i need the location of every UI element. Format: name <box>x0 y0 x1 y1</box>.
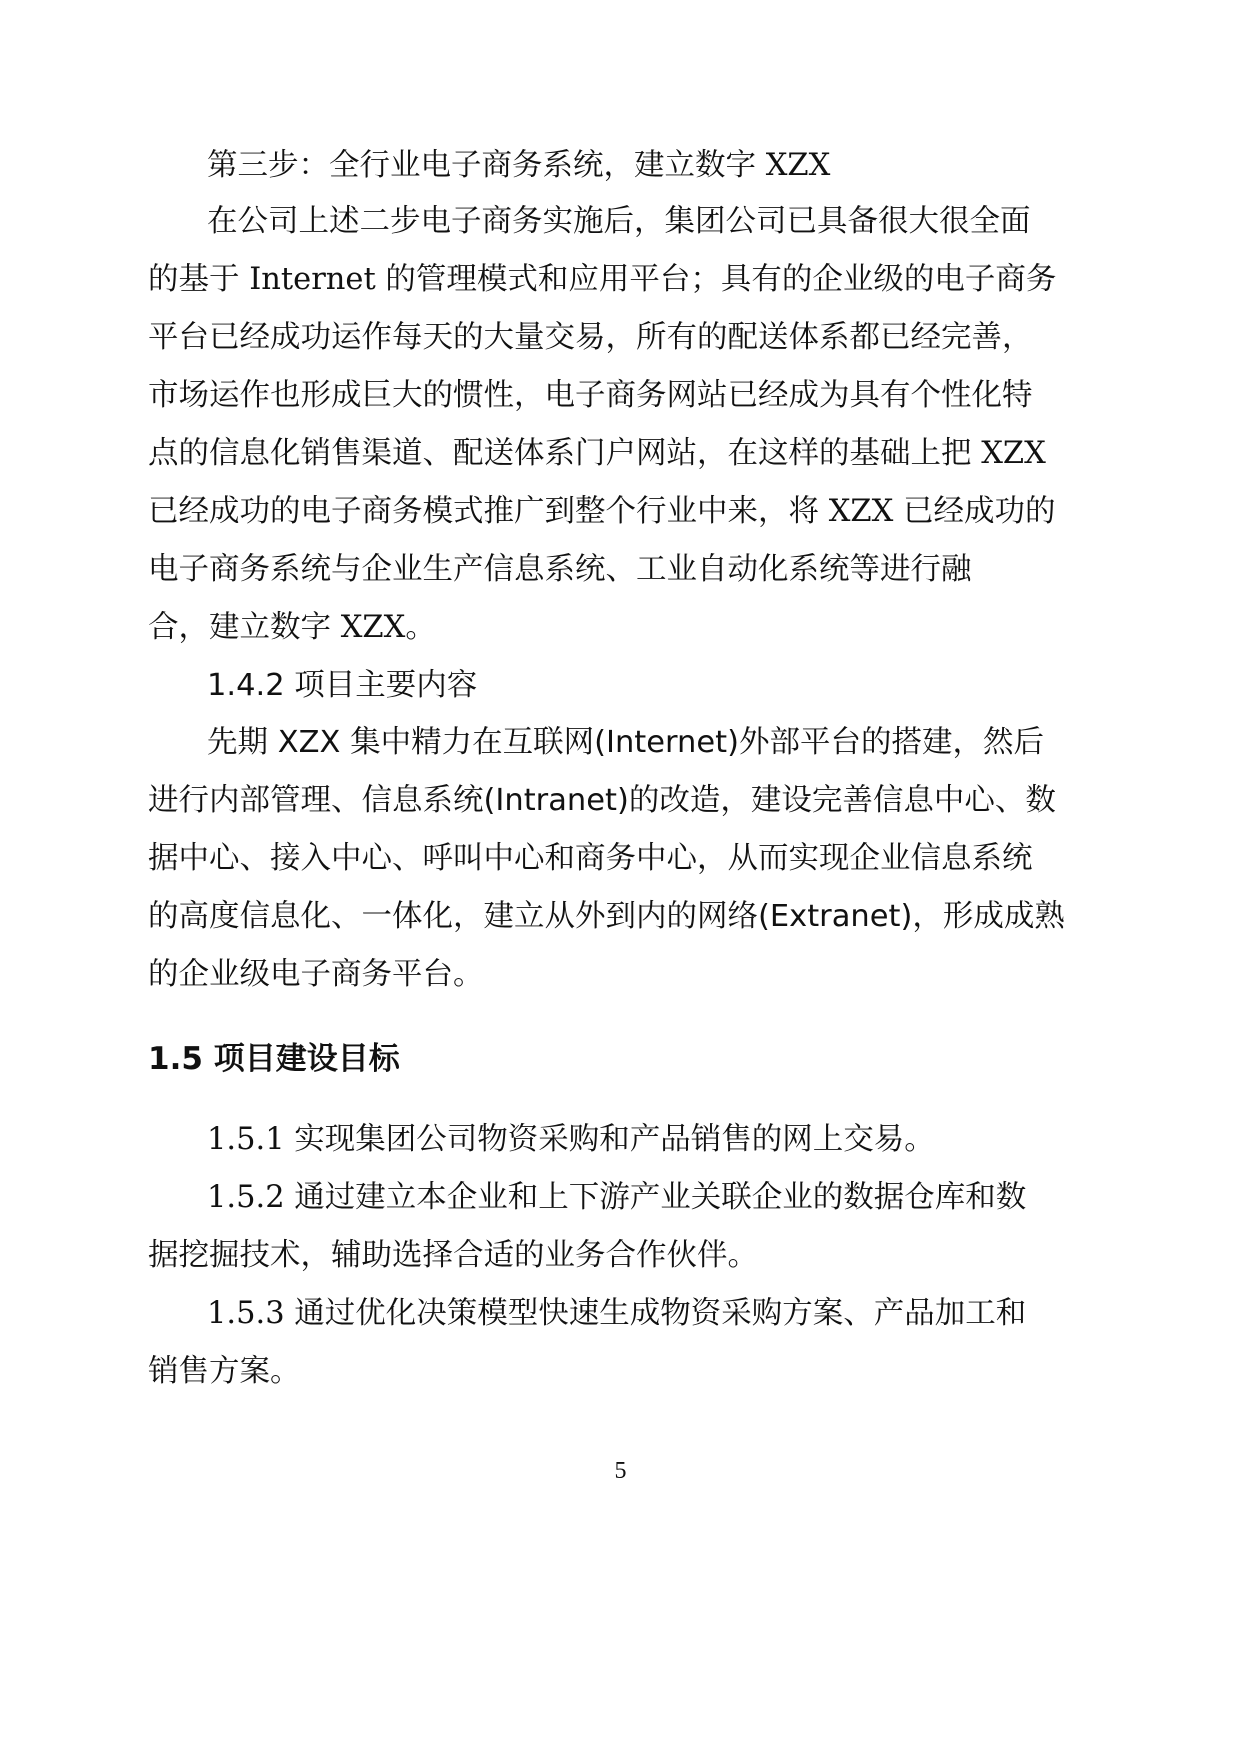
page-number: 5 <box>614 1458 627 1484</box>
step3-title: 第三步：全行业电子商务系统，建立数字 XZX <box>207 148 831 183</box>
step3-line-7: 电子商务系统与企业生产信息系统、工业自动化系统等进行融 <box>148 552 972 587</box>
section-1-4-2-line-5: 的企业级电子商务平台。 <box>148 957 484 992</box>
goal-2-line-1: 1.5.2 通过建立本企业和上下游产业关联企业的数据仓库和数 <box>207 1180 1027 1215</box>
step3-line-5: 点的信息化销售渠道、配送体系门户网站，在这样的基础上把 XZX <box>148 436 1046 471</box>
section-1-4-2-line-2: 进行内部管理、信息系统(Intranet)的改造，建设完善信息中心、数 <box>148 783 1056 818</box>
section-1-5-heading: 1.5 项目建设目标 <box>148 1041 400 1077</box>
section-1-4-2-line-1: 先期 XZX 集中精力在互联网(Internet)外部平台的搭建，然后 <box>207 725 1044 760</box>
step3-line-8: 合，建立数字 XZX。 <box>148 610 436 645</box>
section-1-4-2-line-4: 的高度信息化、一体化，建立从外到内的网络(Extranet)，形成成熟 <box>148 899 1065 934</box>
section-1-4-2-line-3: 据中心、接入中心、呼叫中心和商务中心，从而实现企业信息系统 <box>148 841 1033 876</box>
section-1-4-2-title: 1.4.2 项目主要内容 <box>207 668 478 703</box>
step3-line-3: 平台已经成功运作每天的大量交易，所有的配送体系都已经完善， <box>148 320 1033 355</box>
step3-line-1: 在公司上述二步电子商务实施后，集团公司已具备很大很全面 <box>207 204 1031 239</box>
step3-line-2: 的基于 Internet 的管理模式和应用平台；具有的企业级的电子商务 <box>148 262 1057 297</box>
goal-2-line-2: 据挖掘技术，辅助选择合适的业务合作伙伴。 <box>148 1238 758 1273</box>
goal-1-line-1: 1.5.1 实现集团公司物资采购和产品销售的网上交易。 <box>207 1122 935 1157</box>
step3-line-4: 市场运作也形成巨大的惯性，电子商务网站已经成为具有个性化特 <box>148 378 1033 413</box>
goal-3-line-1: 1.5.3 通过优化决策模型快速生成物资采购方案、产品加工和 <box>207 1296 1027 1331</box>
step3-line-6: 已经成功的电子商务模式推广到整个行业中来，将 XZX 已经成功的 <box>148 494 1056 529</box>
goal-3-line-2: 销售方案。 <box>148 1354 301 1389</box>
